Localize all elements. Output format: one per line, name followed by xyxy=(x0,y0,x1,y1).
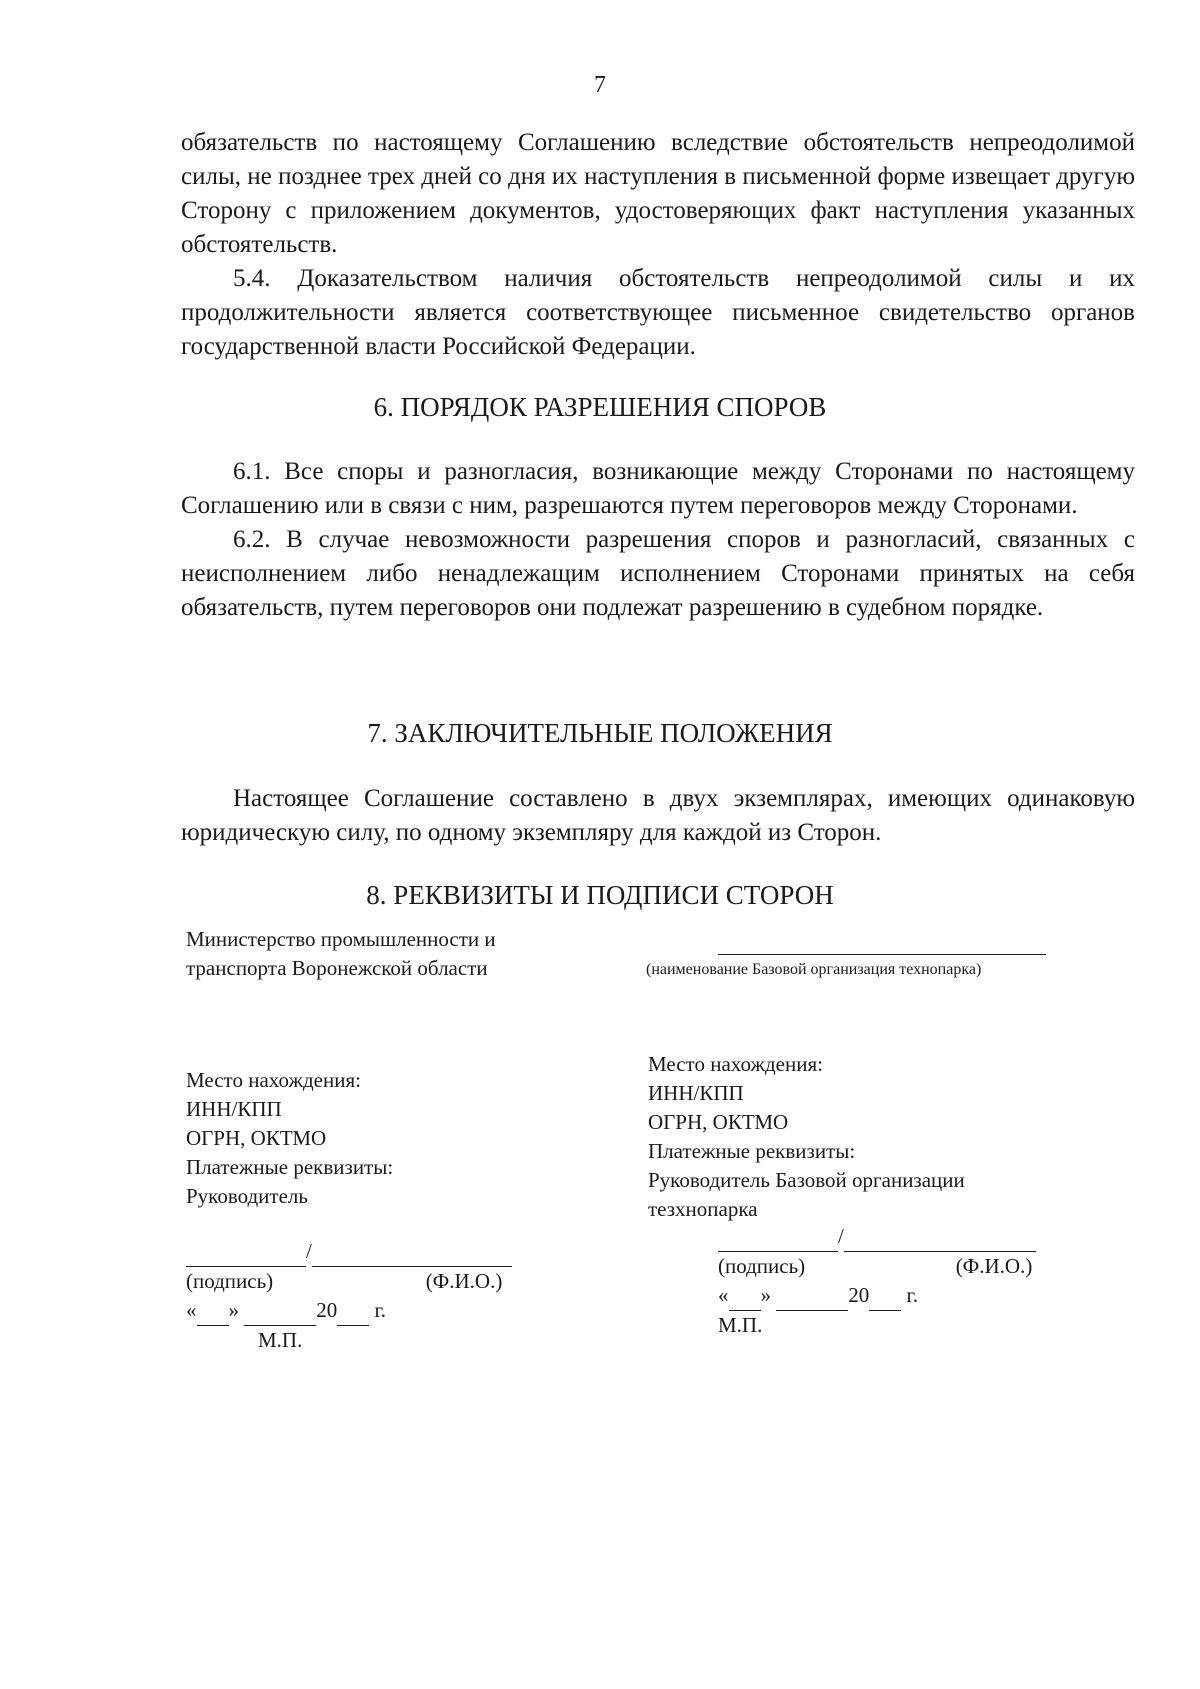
left-fio-blank xyxy=(312,1237,512,1267)
paragraph-6-1: 6.1. Все споры и разногласия, возникающие между Сторонами по настоящему Соглашению или в связи с ним, разрешаются путем переговоров между Сторонами. xyxy=(181,458,1135,519)
left-signature-labels xyxy=(186,1267,512,1296)
right-payment: Платежные реквизиты: xyxy=(648,1139,856,1163)
right-location: Место нахождения: xyxy=(648,1052,823,1076)
left-quote-open: « xyxy=(186,1298,197,1322)
right-date-line xyxy=(718,1281,1036,1311)
left-month-blank xyxy=(244,1296,316,1326)
left-inn: ИНН/КПП xyxy=(186,1097,282,1121)
paragraph-5-4: 5.4. Доказательством наличия обстоятельств непреодолимой силы и их продолжительности является соответствующее письменное свидетельство органов государственной власти Российской Федерации. xyxy=(181,265,1135,360)
right-signature-line: / xyxy=(718,1222,1036,1252)
right-month-blank xyxy=(776,1281,848,1311)
left-location: Место нахождения: xyxy=(186,1068,361,1092)
right-year-suffix: г. xyxy=(906,1283,918,1307)
right-stamp: М.П. xyxy=(718,1313,763,1337)
right-ogrn: ОГРН, ОКТМО xyxy=(648,1110,789,1134)
right-org-name-blank xyxy=(718,925,1046,955)
left-quote-close: » xyxy=(228,1298,239,1322)
left-ogrn: ОГРН, ОКТМО xyxy=(186,1126,327,1150)
section-7-text xyxy=(181,782,1135,850)
right-signature-blank xyxy=(718,1222,838,1252)
left-head: Руководитель xyxy=(186,1184,308,1208)
left-party-details xyxy=(186,1066,393,1211)
right-quote-close: » xyxy=(760,1283,771,1307)
left-signature-blank xyxy=(186,1237,306,1267)
right-fio-blank xyxy=(844,1222,1036,1252)
section-8-title: 8. РЕКВИЗИТЫ И ПОДПИСИ СТОРОН xyxy=(366,880,834,910)
right-party-details xyxy=(648,1050,965,1224)
right-org-caption: (наименование Базовой организация технопарка) xyxy=(646,961,982,978)
left-signature-block xyxy=(186,1237,512,1355)
page-number: 7 xyxy=(594,72,606,98)
left-signature-label: (подпись) xyxy=(186,1269,274,1293)
right-inn: ИНН/КПП xyxy=(648,1081,744,1105)
left-party-org xyxy=(186,925,496,983)
right-day-blank xyxy=(729,1281,761,1311)
right-fio-label: (Ф.И.О.) xyxy=(955,1254,1033,1278)
left-year-prefix: 20 xyxy=(316,1298,338,1322)
left-org-line-1: Министерство промышленности и xyxy=(186,927,496,951)
right-signature-label: (подпись) xyxy=(718,1254,806,1278)
left-payment: Платежные реквизиты: xyxy=(186,1155,394,1179)
section-5-continuation: обязательств по настоящему Соглашению вследствие обстоятельств непреодолимой силы, не позднее трех дней со дня их наступления в письменной форме извещает другую Сторону с приложением документов, удостоверяющих факт наступления указанных обстоятельств. xyxy=(181,129,1135,258)
right-quote-open: « xyxy=(718,1283,729,1307)
right-head-line-1: Руководитель Базовой организации xyxy=(648,1168,965,1192)
left-date-line xyxy=(186,1296,512,1326)
left-day-blank xyxy=(197,1296,229,1326)
paragraph-7: Настоящее Соглашение составлено в двух экземплярах, имеющих одинаковую юридическую силу, по одному экземпляру для каждой из Сторон. xyxy=(181,785,1135,846)
left-fio-label: (Ф.И.О.) xyxy=(425,1269,503,1293)
section-5-text xyxy=(181,126,1135,364)
right-head-line-2: тезхнопарка xyxy=(648,1197,758,1221)
right-signature-block xyxy=(718,1222,1036,1340)
section-6-title: 6. ПОРЯДОК РАЗРЕШЕНИЯ СПОРОВ xyxy=(373,392,827,422)
right-party-org xyxy=(646,925,1046,984)
left-signature-line: / xyxy=(186,1237,512,1267)
right-year-prefix: 20 xyxy=(848,1283,870,1307)
paragraph-6-2: 6.2. В случае невозможности разрешения споров и разногласий, связанных с неисполнением либо ненадлежащим исполнением Сторонами принятых на себя обязательств, путем переговоров они подлежат разрешению в судебном порядке. xyxy=(181,526,1135,621)
section-7-title: 7. ЗАКЛЮЧИТЕЛЬНЫЕ ПОЛОЖЕНИЯ xyxy=(367,718,833,748)
left-org-line-2: транспорта Воронежской области xyxy=(186,956,488,980)
left-year-blank xyxy=(337,1296,369,1326)
left-stamp: М.П. xyxy=(258,1328,303,1352)
right-year-blank xyxy=(869,1281,901,1311)
section-6-text xyxy=(181,455,1135,625)
left-year-suffix: г. xyxy=(374,1298,386,1322)
right-signature-labels xyxy=(718,1252,1036,1281)
